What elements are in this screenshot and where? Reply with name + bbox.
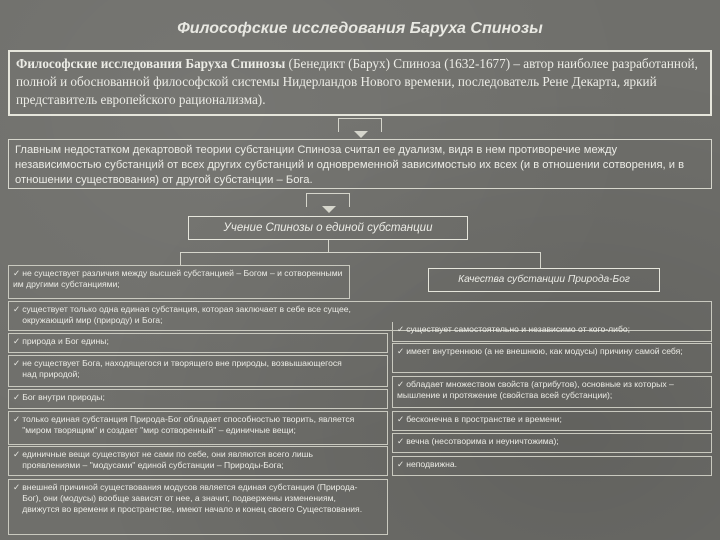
arrow-down-icon xyxy=(338,118,382,132)
teaching-item: ✓ Бог внутри природы; xyxy=(8,389,388,409)
check-icon: ✓ xyxy=(397,379,405,389)
check-icon: ✓ xyxy=(13,414,21,424)
check-icon: ✓ xyxy=(13,358,21,368)
slide-title: Философские исследования Баруха Спинозы xyxy=(177,20,543,37)
qualities-title-box: Качества субстанции Природа-Бог xyxy=(428,268,660,292)
check-icon: ✓ xyxy=(13,336,21,346)
check-icon: ✓ xyxy=(13,482,21,492)
quality-item: ✓ бесконечна в пространстве и времени; xyxy=(392,411,712,431)
quality-item: ✓ неподвижна. xyxy=(392,456,712,476)
arrow-down-icon xyxy=(306,193,350,207)
intro-bold: Философские исследования Баруха Спинозы xyxy=(16,56,286,71)
connector-line xyxy=(180,252,181,266)
connector-line xyxy=(540,252,541,268)
intro-box xyxy=(8,50,712,116)
check-icon: ✓ xyxy=(13,392,21,402)
teaching-item: ✓ внешней причиной существования модусов является единая субстанция (Природа-Бог), они (модусы) вообще зависят от нее, а значит, подвержены изменениям, движутся во времени и пространстве, имеют начало и конец своего Существования. xyxy=(8,479,388,535)
dualism-box: Главным недостатком декартовой теории субстанции Спиноза считал ее дуализм, видя в нем противоречие между независимостью субстанций от всех других субстанций и одновременной зависимостью их всех (и в отношении сотворения, и в отношении существования) от другой субстанции – Бога. xyxy=(8,139,712,189)
connector-line xyxy=(328,240,329,252)
check-icon: ✓ xyxy=(397,324,405,334)
check-icon: ✓ xyxy=(13,304,21,314)
check-icon: ✓ xyxy=(13,449,21,459)
check-icon: ✓ xyxy=(397,436,405,446)
check-icon: ✓ xyxy=(397,414,405,424)
teaching-item: ✓ природа и Бог едины; xyxy=(8,333,388,353)
teaching-title-box: Учение Спинозы о единой субстанции xyxy=(188,216,468,240)
teaching-item: ✓ существует только одна единая субстанция, которая заключает в себе все сущее, окружающий мир (природу) и Бога; xyxy=(8,301,712,331)
connector-line xyxy=(180,252,540,253)
teaching-item: ✓ единичные вещи существуют не сами по себе, они являются всего лишь проявлениями – "модусами" единой субстанции – Природы-Бога; xyxy=(8,446,388,476)
quality-item: ✓ существует самостоятельно и независимо от кого-либо; xyxy=(392,322,712,342)
teaching-item: ✓ не существует Бога, находящегося и творящего вне природы, возвышающегося над природой; xyxy=(8,355,388,387)
check-icon: ✓ xyxy=(397,459,405,469)
check-icon: ✓ xyxy=(13,268,21,278)
check-icon: ✓ xyxy=(397,346,405,356)
intro-text: (Бенедикт (Барух) Спиноза (1632-1677) – автор наиболее разработанной, полной и обоснованной философской системы Нидерландов Нового времени, последователь Рене Декарта, яркий представитель европейского рационализма). xyxy=(16,56,698,107)
teaching-item: ✓ только единая субстанция Природа-Бог обладает способностью творить, является "миром творящим" и создает "мир сотворенный" – единичные вещи; xyxy=(8,411,388,445)
quality-item: ✓ обладает множеством свойств (атрибутов), основные из которых – мышление и протяжение (свойства всей субстанции); xyxy=(392,376,712,408)
teaching-item: ✓ не существует различия между высшей субстанцией – Богом – и сотворенными им другими субстанциями; xyxy=(8,265,350,299)
quality-item: ✓ вечна (несотворима и неуничтожима); xyxy=(392,433,712,453)
quality-item: ✓ имеет внутреннюю (а не внешнюю, как модусы) причину самой себя; xyxy=(392,343,712,373)
